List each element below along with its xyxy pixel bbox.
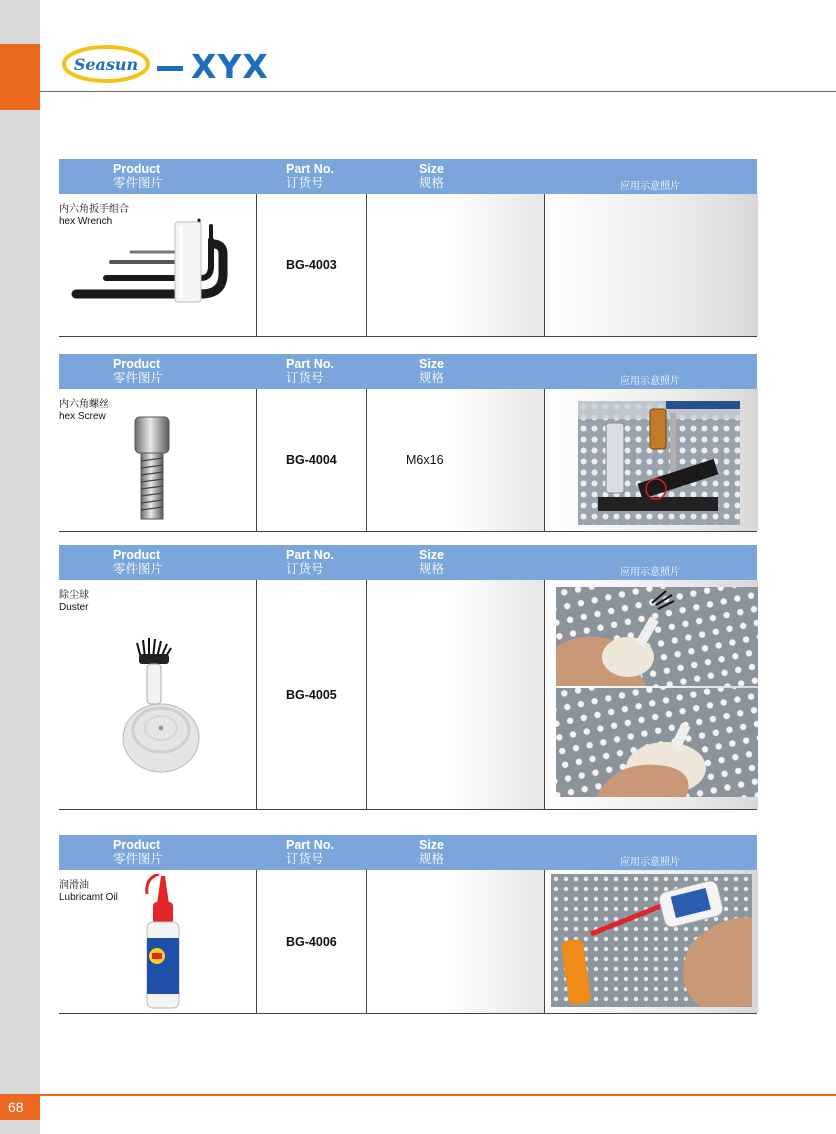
- header-product: Product 零件图片: [113, 357, 164, 385]
- table-row: [59, 580, 757, 810]
- application-cell: [544, 870, 758, 1013]
- part-no-cell: [256, 580, 367, 809]
- series-title: XYX: [191, 47, 269, 86]
- header-product: Product 零件图片: [113, 162, 164, 190]
- part-number: BG-4004: [286, 453, 337, 467]
- part-no-cell: [256, 870, 367, 1013]
- part-no-cell: [256, 194, 367, 336]
- table-header: [59, 354, 757, 389]
- size-value: M6x16: [406, 453, 444, 467]
- header-part-no: Part No. 订货号: [286, 162, 334, 190]
- product-cell: [59, 389, 256, 531]
- header-part-no: Part No. 订货号: [286, 357, 334, 385]
- table-row: [59, 389, 757, 532]
- application-cell: [544, 389, 758, 531]
- product-cell: [59, 194, 256, 336]
- duster-blower-illustration: [113, 636, 209, 776]
- screw-application-photo: [578, 401, 740, 525]
- header-part-no: Part No. 订货号: [286, 548, 334, 576]
- header-product: Product 零件图片: [113, 838, 164, 866]
- duster-application-photo-2: [556, 688, 758, 797]
- product-cell: [59, 870, 256, 1013]
- product-name: 内六角扳手组合 hex Wrench: [59, 204, 129, 227]
- size-cell: [366, 194, 545, 336]
- orange-tab: [0, 44, 40, 110]
- header-size: Size 规格: [419, 162, 445, 190]
- product-name: 除尘球 Duster: [59, 590, 89, 613]
- product-name: 润滑油 Lubricamt Oil: [59, 880, 118, 903]
- seasun-logo: [62, 44, 150, 84]
- product-section-3: [59, 545, 757, 810]
- product-name: 内六角螺丝 hex Screw: [59, 399, 109, 422]
- table-header: [59, 545, 757, 580]
- header-application: 应用示意照片: [620, 857, 680, 868]
- part-number: BG-4006: [286, 934, 337, 949]
- product-cell: [59, 580, 256, 809]
- size-cell: [366, 389, 545, 531]
- hex-wrench-set-illustration: [71, 212, 241, 332]
- oil-bottle-illustration: [139, 874, 199, 1010]
- part-number: BG-4003: [286, 258, 337, 272]
- header-size: Size 规格: [419, 548, 445, 576]
- product-section-2: [59, 354, 757, 532]
- table-header: [59, 835, 757, 870]
- application-cell: [544, 194, 758, 336]
- table-header: [59, 159, 757, 194]
- header-part-no: Part No. 订货号: [286, 838, 334, 866]
- footer-rule: [40, 1094, 836, 1096]
- side-strip: [0, 0, 40, 1134]
- oil-application-photo: [551, 874, 752, 1007]
- product-section-1: [59, 159, 757, 337]
- table-row: [59, 194, 757, 337]
- header-size: Size 规格: [419, 357, 445, 385]
- product-section-4: [59, 835, 757, 1014]
- size-cell: [366, 580, 545, 809]
- hex-screw-illustration: [121, 411, 181, 523]
- header-product: Product 零件图片: [113, 548, 164, 576]
- logo-dash: [157, 66, 183, 71]
- application-cell: [544, 580, 758, 809]
- logo-text: Seasun: [73, 55, 139, 74]
- size-cell: [366, 870, 545, 1013]
- part-number: BG-4005: [286, 687, 337, 702]
- header-size: Size 规格: [419, 838, 445, 866]
- header-application: 应用示意照片: [620, 181, 680, 192]
- page-number: 68: [0, 1094, 40, 1120]
- header-rule: [40, 91, 836, 92]
- duster-application-photo-1: [556, 587, 758, 686]
- header-application: 应用示意照片: [620, 376, 680, 387]
- table-row: [59, 870, 757, 1014]
- part-no-cell: [256, 389, 367, 531]
- header-application: 应用示意照片: [620, 567, 680, 578]
